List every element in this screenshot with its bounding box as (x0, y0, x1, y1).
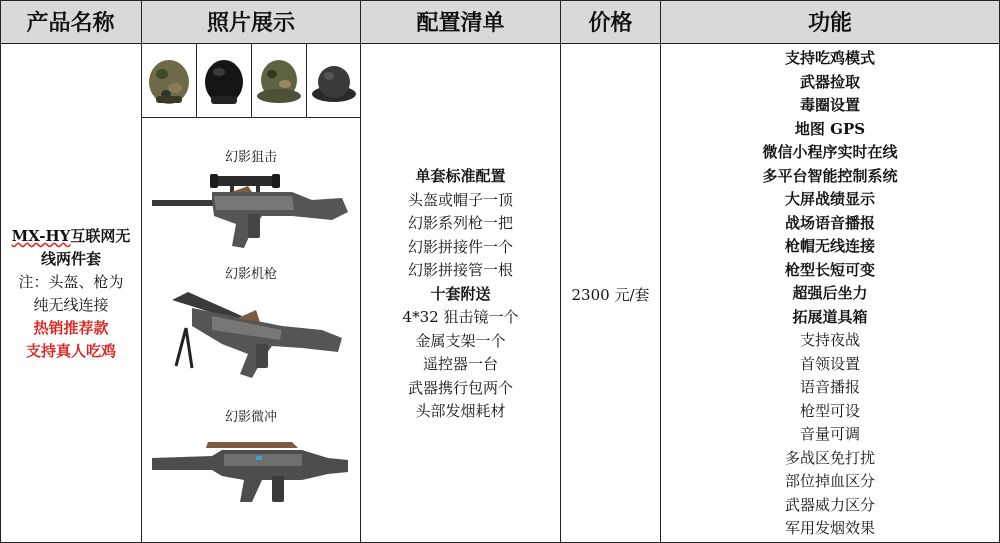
features-cell (661, 44, 1000, 543)
standard-item: 幻影拼接件一个 (407, 237, 513, 256)
bonus-item: 头部发烟耗材 (415, 402, 506, 420)
machine-gun-image (152, 286, 352, 390)
feature-item: 音量可调 (799, 425, 860, 443)
black-helmet-photo (197, 44, 252, 118)
camo-helmet-photo (142, 44, 197, 118)
feature-item: 多平台智能控制系统 (762, 166, 898, 185)
bonus-title: 十套附送 (430, 284, 491, 303)
product-name-block (4, 225, 138, 363)
product-model: MX-HY (11, 227, 71, 245)
gun-label-machine-gun: 幻影机枪 (224, 267, 277, 282)
feature-item: 首领设置 (799, 354, 860, 373)
standard-item: 头盔或帽子一顶 (407, 190, 513, 209)
gun-label-sniper: 幻影狙击 (224, 150, 277, 165)
hot-label: 热销推荐款 (33, 319, 109, 337)
submachine-gun-image (152, 432, 352, 516)
feature-item: 支持吃鸡模式 (784, 49, 875, 67)
black-hat-photo (307, 44, 361, 118)
price-cell (561, 44, 661, 543)
standard-item: 幻影系列枪一把 (407, 214, 513, 232)
photos-cell (142, 44, 361, 543)
feature-item: 地图 GPS (794, 119, 866, 138)
feature-item: 武器威力区分 (784, 495, 875, 514)
standard-config-title: 单套标准配置 (415, 167, 506, 185)
header-features: 功能 (661, 0, 1000, 44)
header-config: 配置清单 (361, 0, 561, 44)
header-photos: 照片展示 (142, 0, 361, 44)
header-price: 价格 (561, 0, 661, 44)
price-value: 2300 元/套 (571, 286, 650, 304)
feature-item: 毒圈设置 (799, 96, 860, 114)
feature-item: 拓展道具箱 (792, 307, 868, 326)
camo-hat-photo (252, 44, 307, 118)
feature-item: 枪型可设 (799, 401, 860, 420)
product-name-line1: MX-HY互联网无 (11, 227, 131, 245)
config-cell (361, 44, 561, 543)
header-product-name: 产品名称 (0, 0, 142, 44)
standard-item: 幻影拼接管一根 (407, 261, 513, 279)
feature-item: 战场语音播报 (784, 213, 875, 232)
feature-item: 大屏战绩显示 (784, 190, 875, 208)
feature-item: 微信小程序实时在线 (762, 143, 898, 161)
feature-item: 超强后坐力 (792, 284, 868, 302)
bonus-item: 遥控器一台 (422, 355, 498, 373)
features-list (661, 47, 999, 541)
product-name-line2: 线两件套 (40, 250, 101, 268)
product-name-cell (0, 44, 142, 543)
bonus-item: 金属支架一个 (415, 331, 506, 350)
feature-item: 枪帽无线连接 (784, 237, 875, 255)
feature-label: 支持真人吃鸡 (25, 342, 116, 360)
feature-item: 枪型长短可变 (784, 260, 875, 279)
product-note-line1: 注：头盔、枪为 (18, 273, 124, 291)
feature-item: 支持夜战 (799, 331, 860, 349)
feature-item: 语音播报 (799, 378, 860, 396)
feature-item: 部位掉血区分 (784, 472, 875, 490)
bonus-item: 4*32 狙击镜一个 (402, 308, 519, 326)
config-list (361, 165, 560, 424)
feature-item: 军用发烟效果 (784, 519, 875, 537)
sniper-rifle-image (152, 170, 352, 256)
feature-item: 多战区免打扰 (784, 448, 875, 467)
gun-label-smg: 幻影微冲 (224, 410, 277, 425)
bonus-item: 武器携行包两个 (407, 378, 513, 397)
product-note-line2: 纯无线连接 (33, 296, 109, 314)
feature-item: 武器捡取 (799, 72, 860, 91)
